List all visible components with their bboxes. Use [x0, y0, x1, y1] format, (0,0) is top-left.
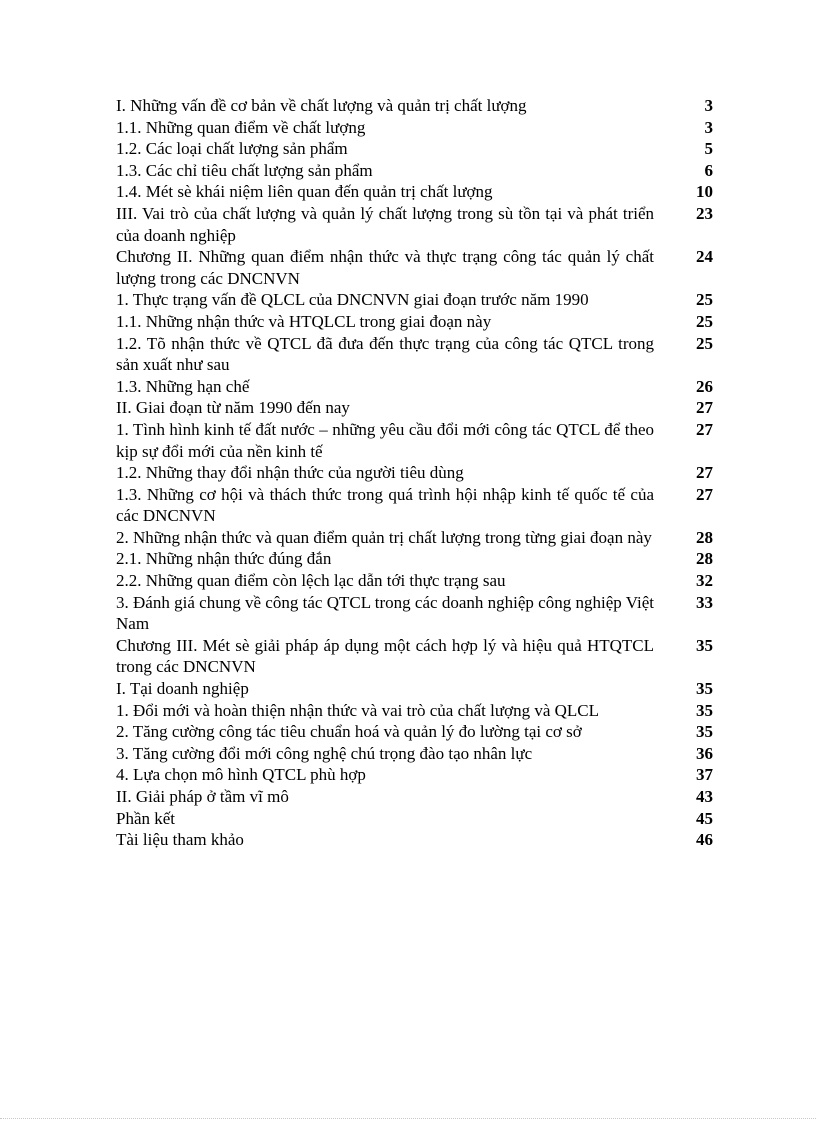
toc-entry-page: 36: [696, 743, 713, 763]
toc-entry-title: Chương II. Những quan điểm nhận thức và thực trạng công tác quản lý chất lượng trong các DNCNVN: [116, 247, 654, 288]
toc-entry-page: 3: [704, 117, 713, 137]
toc-entry: [116, 808, 716, 830]
toc-entry: [116, 181, 716, 203]
toc-entry: [116, 635, 716, 678]
toc-entry: [116, 700, 716, 722]
toc-entry-title: 2.2. Những quan điểm còn lệch lạc dẫn tới thực trạng sau: [116, 571, 506, 591]
toc-entry-title: 2.1. Những nhận thức đúng đắn: [116, 549, 332, 569]
toc-entry: [116, 484, 716, 527]
toc-entry-page: 25: [696, 311, 713, 331]
toc-entry: [116, 743, 716, 765]
toc-entry: [116, 678, 716, 700]
toc-entry-page: 35: [696, 635, 713, 655]
toc-entry-page: 27: [696, 419, 713, 439]
toc-entry-title: II. Giải pháp ở tầm vĩ mô: [116, 787, 289, 806]
toc-entry-title: Chương III. Mét sè giải pháp áp dụng một cách hợp lý và hiệu quả HTQTCL trong các DNCNVN: [116, 635, 654, 677]
toc-entry: [116, 333, 716, 376]
toc-entry-page: 5: [704, 139, 713, 159]
toc-entry-title: I. Tại doanh nghiệp: [116, 679, 249, 699]
toc-entry-page: 28: [696, 549, 713, 569]
toc-entry-page: 27: [696, 398, 713, 418]
toc-entry-title: 1.3. Những cơ hội và thách thức trong quá trình hội nhập kinh tế quốc tế của các DNCNVN: [116, 484, 654, 526]
table-of-contents: [116, 95, 716, 851]
toc-entry-page: 25: [696, 333, 713, 353]
toc-entry-page: 45: [696, 808, 713, 828]
toc-entry-title: 1.2. Tõ nhận thức về QTCL đã đưa đến thực trạng của công tác QTCL trong sản xuất như sau: [116, 333, 654, 375]
toc-entry-page: 35: [696, 679, 713, 699]
toc-entry: [116, 786, 716, 808]
toc-entry-title: 1. Tình hình kinh tế đất nước – những yêu cầu đổi mới công tác QTCL để theo kịp sự đổi mới của nền kinh tế: [116, 419, 654, 461]
toc-entry: [116, 203, 716, 246]
toc-entry-page: 46: [696, 830, 713, 850]
toc-entry: [116, 117, 716, 139]
toc-entry: [116, 829, 716, 851]
toc-entry-title: 3. Đánh giá chung về công tác QTCL trong các doanh nghiệp công nghiệp Việt Nam: [116, 592, 654, 634]
toc-entry-page: 37: [696, 765, 713, 785]
toc-entry-title: 1.1. Những nhận thức và HTQLCL trong giai đoạn này: [116, 311, 492, 331]
toc-entry-page: 27: [696, 484, 713, 504]
toc-entry: [116, 764, 716, 786]
toc-entry-page: 25: [696, 290, 713, 310]
toc-entry-title: I. Những vấn đề cơ bản về chất lượng và quản trị chất lượng: [116, 96, 527, 115]
toc-entry: [116, 397, 716, 419]
toc-entry-page: 28: [696, 527, 713, 547]
toc-entry-title: 2. Tăng cường công tác tiêu chuẩn hoá và quản lý đo lường tại cơ sở: [116, 722, 582, 742]
toc-entry-title: 1. Đổi mới và hoàn thiện nhận thức và vai trò của chất lượng và QLCL: [116, 700, 600, 720]
toc-entry-title: 1.2. Những thay đổi nhận thức của người tiêu dùng: [116, 463, 464, 483]
toc-entry-title: 1.2. Các loại chất lượng sản phẩm: [116, 139, 348, 159]
toc-entry-title: 1.4. Mét sè khái niệm liên quan đến quản trị chất lượng: [116, 182, 493, 202]
toc-entry-page: 10: [696, 182, 713, 202]
toc-entry-page: 32: [696, 571, 713, 591]
toc-entry-title: Phần kết: [116, 808, 176, 828]
toc-entry-title: 1.3. Các chỉ tiêu chất lượng sản phẩm: [116, 160, 373, 180]
toc-entry: [116, 419, 716, 462]
toc-entry: [116, 376, 716, 398]
toc-entry-title: 3. Tăng cường đổi mới công nghệ chú trọng đào tạo nhân lực: [116, 743, 533, 763]
toc-entry-title: III. Vai trò của chất lượng và quản lý chất lượng trong sù tồn tại và phát triển của doanh nghiệp: [116, 203, 654, 245]
toc-entry-page: 35: [696, 722, 713, 742]
toc-entry-title: 1.3. Những hạn chế: [116, 376, 250, 396]
toc-entry-page: 26: [696, 376, 713, 396]
toc-entry: [116, 311, 716, 333]
page-bottom-divider: [0, 1118, 816, 1119]
toc-entry-title: 1.1. Những quan điểm về chất lượng: [116, 117, 366, 137]
toc-entry: [116, 592, 716, 635]
toc-entry-title: 4. Lựa chọn mô hình QTCL phù hợp: [116, 765, 366, 785]
toc-entry: [116, 721, 716, 743]
toc-entry: [116, 160, 716, 182]
toc-entry: [116, 95, 716, 117]
toc-entry-page: 35: [696, 700, 713, 720]
toc-entry-title: II. Giai đoạn từ năm 1990 đến nay: [116, 398, 350, 418]
toc-entry: [116, 289, 716, 311]
toc-entry-title: 2. Những nhận thức và quan điểm quản trị chất lượng trong từng giai đoạn này: [116, 527, 652, 547]
toc-entry-page: 23: [696, 203, 713, 223]
toc-entry-title: 1. Thực trạng vấn đề QLCL của DNCNVN giai đoạn trước năm 1990: [116, 290, 589, 310]
toc-entry: [116, 138, 716, 160]
toc-entry: [116, 246, 716, 289]
toc-entry-page: 33: [696, 592, 713, 612]
toc-entry: [116, 527, 716, 549]
toc-entry-page: 3: [704, 96, 713, 115]
toc-entry-page: 24: [696, 247, 713, 267]
toc-entry: [116, 570, 716, 592]
toc-entry-page: 27: [696, 463, 713, 483]
toc-entry: [116, 462, 716, 484]
toc-entry-title: Tài liệu tham khảo: [116, 830, 244, 850]
toc-entry: [116, 548, 716, 570]
toc-entry-page: 43: [696, 787, 713, 806]
toc-entry-page: 6: [704, 160, 713, 180]
